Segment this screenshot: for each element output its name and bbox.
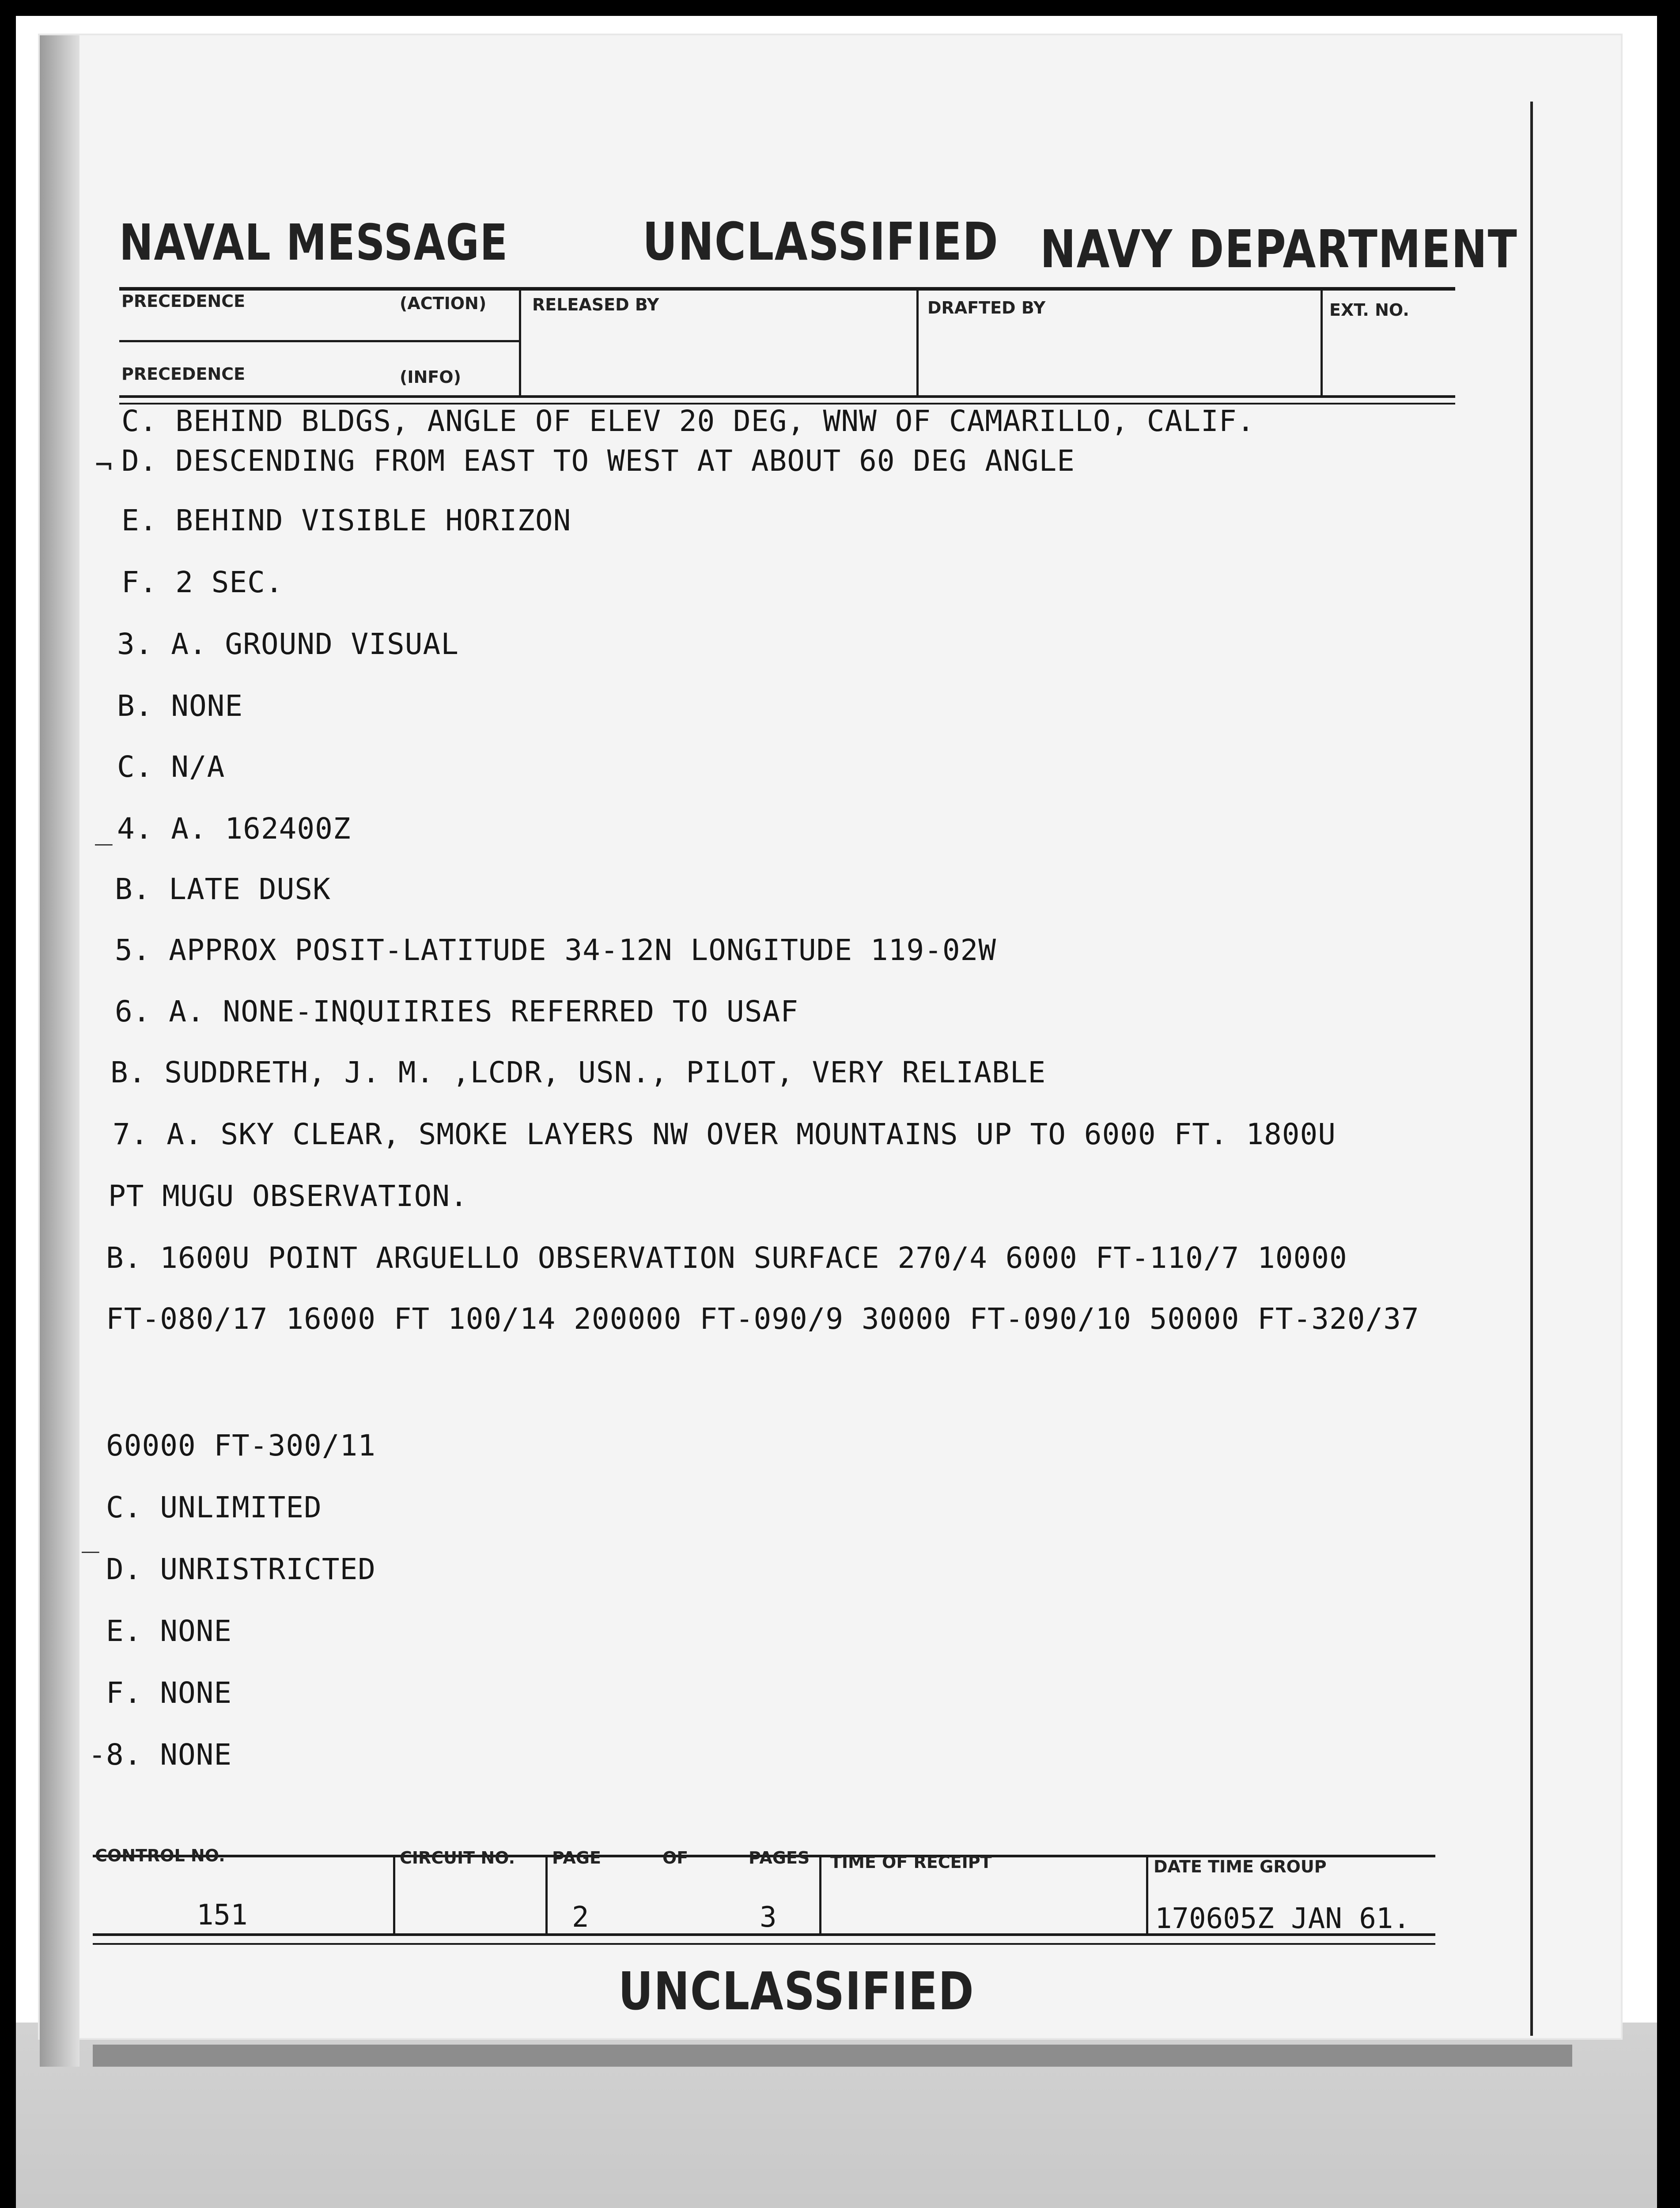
body-line-21: F. NONE — [106, 1676, 232, 1710]
body-line-5: 3. A. GROUND VISUAL — [117, 627, 459, 661]
page-label: PAGE — [552, 1848, 601, 1868]
drafted-by-label: DRAFTED BY — [927, 298, 1046, 318]
body-line-20: E. NONE — [106, 1614, 232, 1648]
form-bottom-rule — [119, 395, 1455, 398]
precedence-info-label: PRECEDENCE — [121, 364, 246, 384]
body-line-12: B. SUDDRETH, J. M. ,LCDR, USN., PILOT, VERY RELIABLE — [110, 1055, 1046, 1089]
precedence-action-label: PRECEDENCE — [121, 291, 246, 311]
footer-divider-2 — [545, 1855, 548, 1934]
body-line-22: 8. NONE — [106, 1738, 232, 1772]
footer-divider-1 — [393, 1855, 395, 1934]
info-label: (INFO) — [400, 367, 461, 387]
footer-divider-3 — [819, 1855, 821, 1934]
form-divider-3 — [1321, 287, 1323, 397]
body-line-8: 4. A. 162400Z — [117, 812, 351, 846]
body-line-9: B. LATE DUSK — [115, 872, 331, 906]
of-label: OF — [662, 1848, 689, 1868]
time-of-receipt-label: TIME OF RECEIPT — [830, 1853, 992, 1872]
footer-bottom-rule-2 — [93, 1943, 1435, 1945]
header-naval-message: NAVAL MESSAGE — [119, 214, 508, 272]
body-line-18: C. UNLIMITED — [106, 1490, 322, 1524]
pages-label: PAGES — [749, 1848, 810, 1868]
footer-divider-4 — [1146, 1855, 1148, 1934]
page-left-shadow — [40, 35, 79, 2067]
body-line-14: PT MUGU OBSERVATION. — [108, 1179, 468, 1213]
body-line-13: 7. A. SKY CLEAR, SMOKE LAYERS NW OVER MOUNTAINS UP TO 6000 FT. 1800U — [113, 1117, 1336, 1151]
action-label: (ACTION) — [400, 294, 487, 313]
margin-tick-mark: - — [88, 1738, 106, 1772]
margin-tick-mark: _ — [95, 812, 113, 846]
body-line-7: C. N/A — [117, 750, 225, 784]
page-bottom-shadow — [93, 2045, 1572, 2067]
form-divider-1 — [519, 287, 521, 397]
body-line-3: E. BEHIND VISIBLE HORIZON — [121, 503, 571, 537]
ext-no-label: EXT. NO. — [1329, 300, 1409, 320]
body-line-6: B. NONE — [117, 689, 243, 723]
body-line-10: 5. APPROX POSIT-LATITUDE 34-12N LONGITUDE 119-02W — [115, 933, 997, 967]
body-line-15: B. 1600U POINT ARGUELLO OBSERVATION SURFACE 270/4 6000 FT-110/7 10000 — [106, 1241, 1347, 1275]
form-top-rule — [119, 287, 1455, 291]
date-time-group-value: 170605Z JAN 61. — [1155, 1902, 1410, 1935]
body-line-19: D. UNRISTRICTED — [106, 1552, 376, 1586]
released-by-label: RELEASED BY — [532, 295, 659, 314]
header-navy-department: NAVY DEPARTMENT — [1040, 219, 1518, 280]
margin-tick-mark: ¬ — [95, 448, 113, 482]
pages-value: 3 — [760, 1901, 777, 1934]
control-no-label: CONTROL NO. — [95, 1846, 225, 1865]
document-page — [40, 35, 1621, 2038]
body-line-4: F. 2 SEC. — [121, 565, 284, 599]
date-time-group-label: DATE TIME GROUP — [1154, 1857, 1327, 1876]
footer-classification: UNCLASSIFIED — [618, 1961, 975, 2022]
form-mid-rule — [119, 340, 521, 342]
right-margin-rule — [1530, 102, 1533, 2036]
circuit-no-label: CIRCUIT NO. — [400, 1848, 515, 1868]
control-no-value: 151 — [197, 1899, 248, 1932]
page-value: 2 — [572, 1901, 589, 1934]
body-line-11: 6. A. NONE-INQUIIRIES REFERRED TO USAF — [115, 994, 798, 1028]
body-line-17: 60000 FT-300/11 — [106, 1429, 376, 1463]
margin-tick-mark: _ — [82, 1519, 99, 1553]
body-line-16: FT-080/17 16000 FT 100/14 200000 FT-090/9 30000 FT-090/10 50000 FT-320/37 — [106, 1302, 1419, 1336]
body-line-1: C. BEHIND BLDGS, ANGLE OF ELEV 20 DEG, WNW OF CAMARILLO, CALIF. — [121, 404, 1255, 438]
header-classification: UNCLASSIFIED — [643, 211, 999, 272]
body-line-2: D. DESCENDING FROM EAST TO WEST AT ABOUT 60 DEG ANGLE — [121, 444, 1075, 478]
form-divider-2 — [916, 287, 919, 397]
